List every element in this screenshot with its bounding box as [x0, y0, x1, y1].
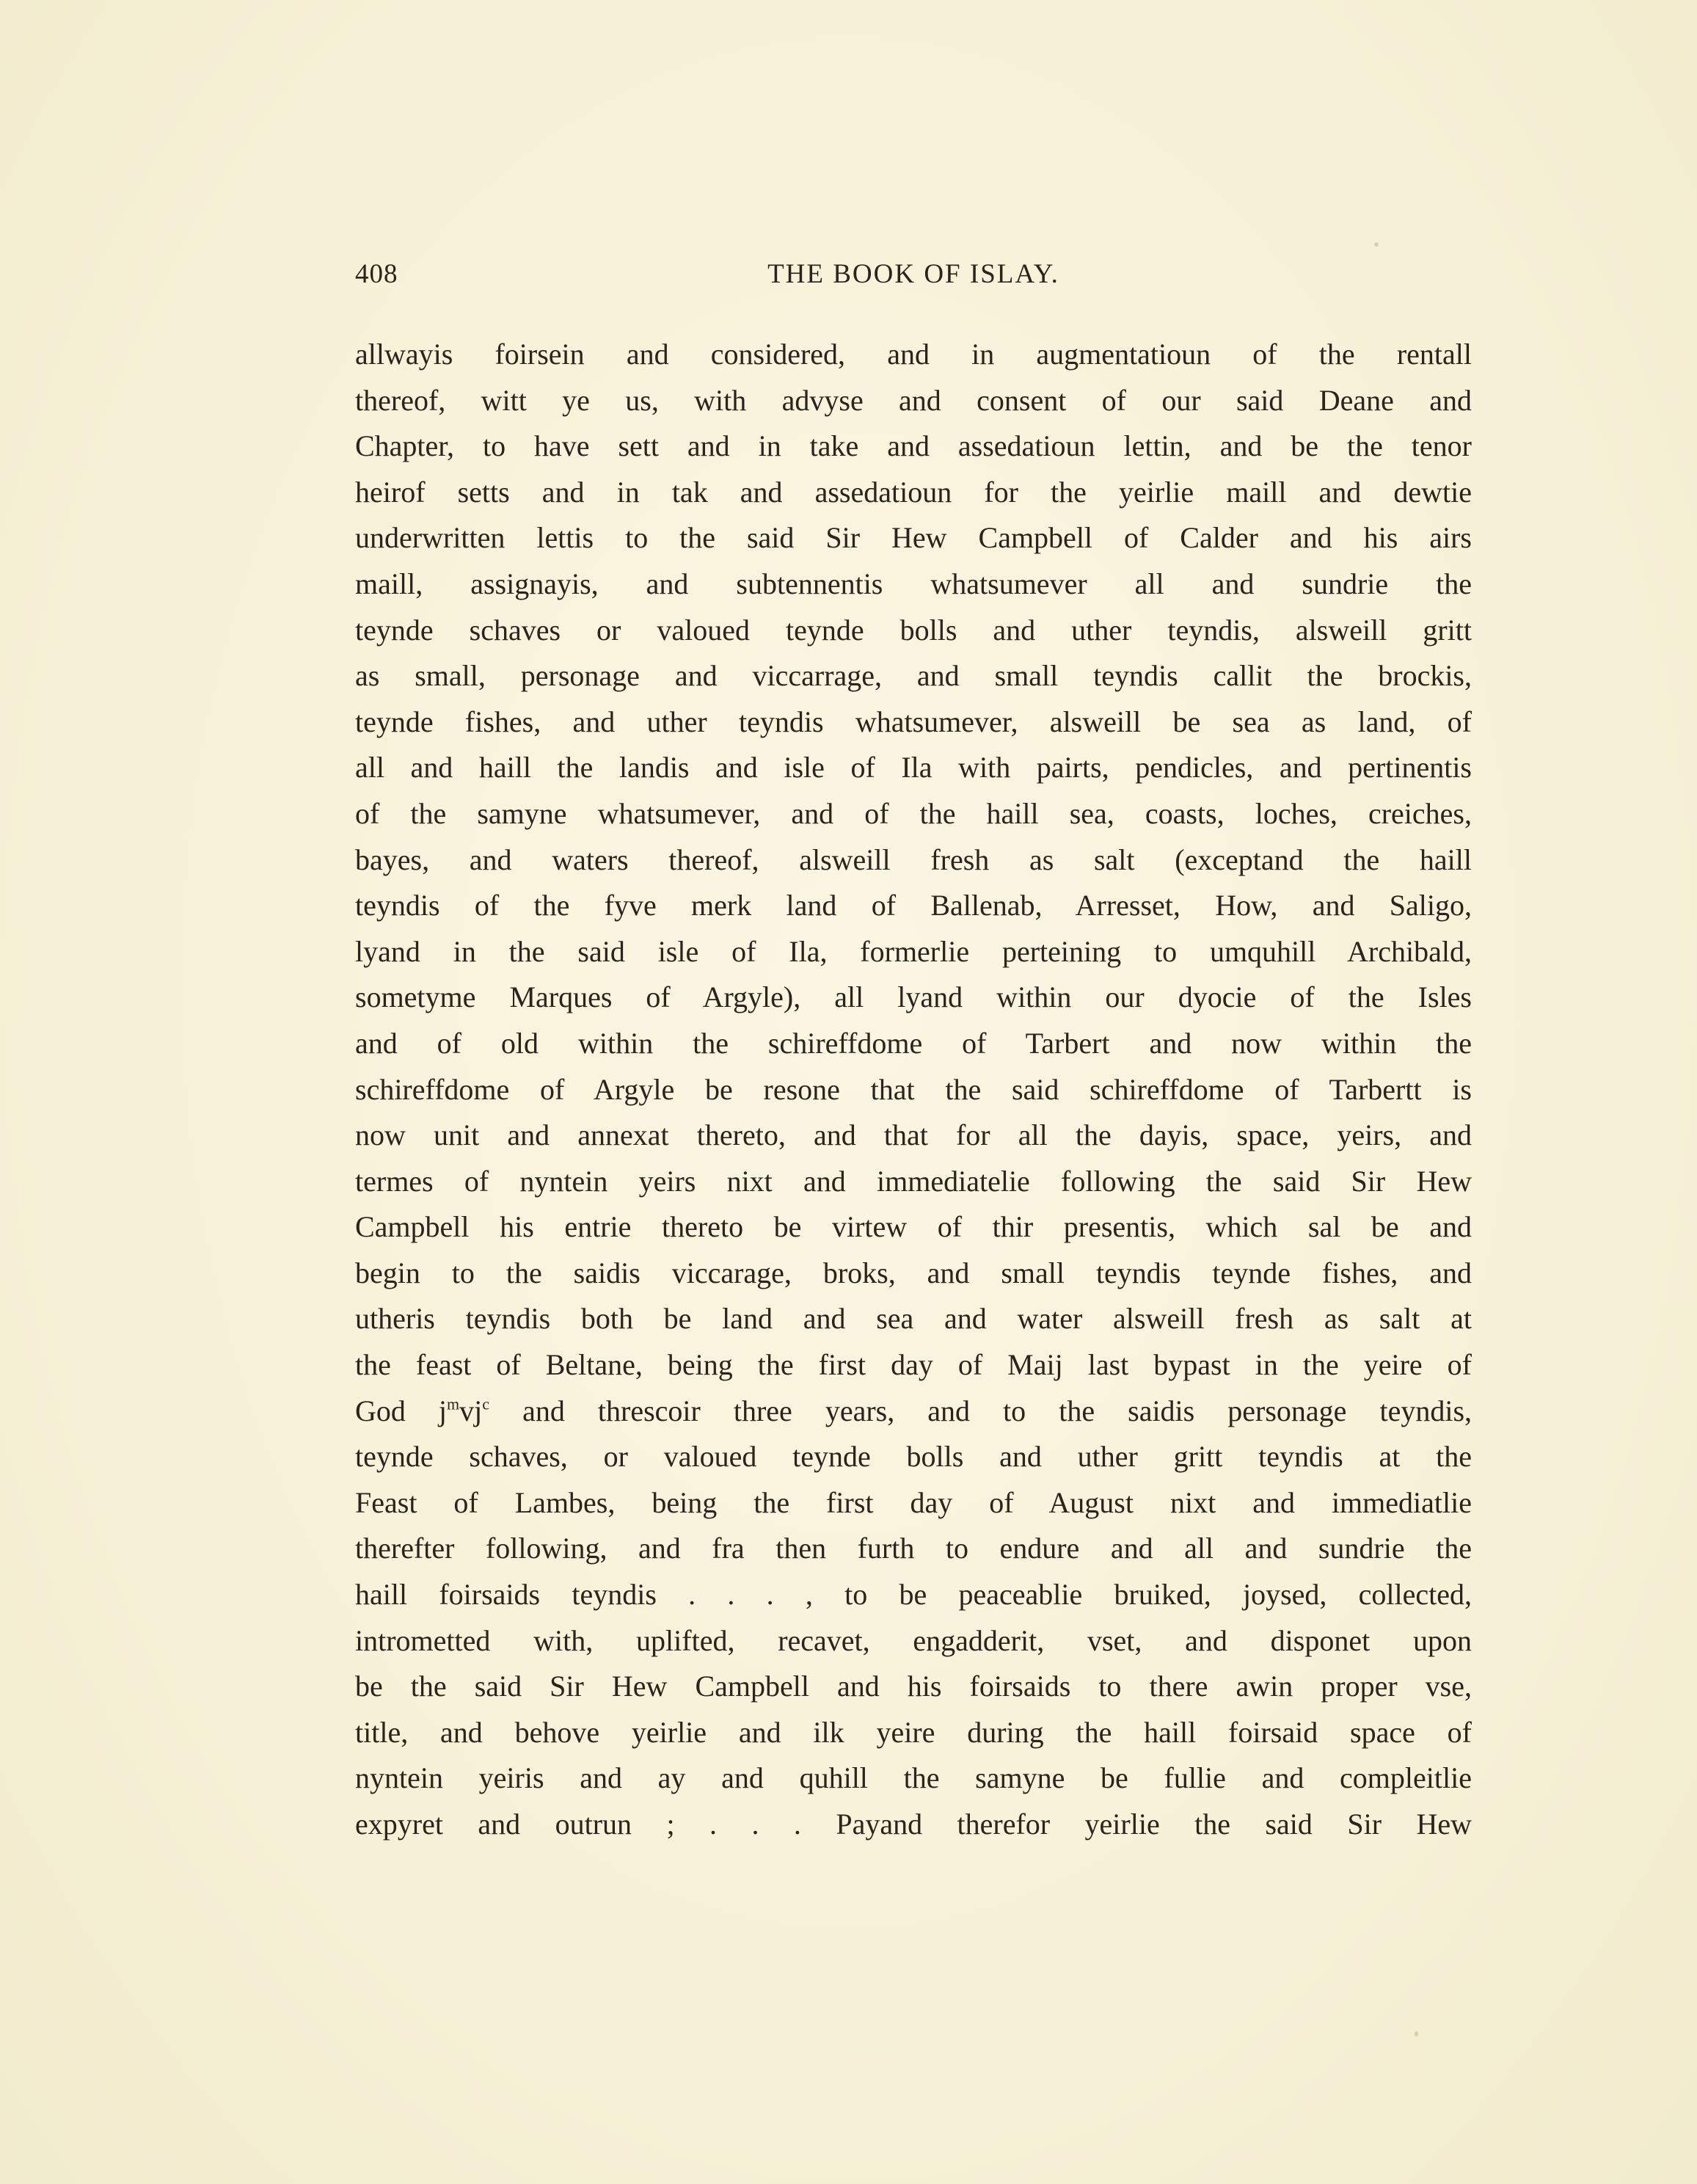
text-line: teynde fishes, and uther teyndis whatsumever, alsweill be sea as land, of	[355, 705, 1472, 738]
text-line: the feast of Beltane, being the first day of Maij last bypast in the yeire of	[355, 1348, 1472, 1382]
text-line: of the samyne whatsumever, and of the haill sea, coasts, loches, creiches,	[355, 796, 1472, 830]
text-line: therefter following, and fra then furth to endure and all and sundrie the	[355, 1532, 1472, 1565]
text-line: haill foirsaids teyndis . . . , to be peaceablie bruiked, joysed, collected,	[355, 1578, 1472, 1612]
text-line: Campbell his entrie thereto be virtew of thir presentis, which sal be and	[355, 1210, 1472, 1244]
text-line: be the said Sir Hew Campbell and his foirsaids to there awin proper vse,	[355, 1670, 1472, 1703]
text-line: maill, assignayis, and subtennentis whatsumever all and sundrie the	[355, 567, 1472, 600]
text-line: now unit and annexat thereto, and that for all the dayis, space, yeirs, and	[355, 1118, 1472, 1152]
text-line: expyret and outrun ; . . . Payand therefor yeirlie the said Sir Hew	[355, 1808, 1472, 1841]
text-line: title, and behove yeirlie and ilk yeire during the haill foirsaid space of	[355, 1715, 1472, 1749]
running-head	[355, 258, 1472, 295]
text-line: thereof, witt ye us, with advyse and consent of our said Deane and	[355, 383, 1472, 417]
text-line: Chapter, to have sett and in take and assedatioun lettin, and be the tenor	[355, 429, 1472, 463]
text-line: intrometted with, uplifted, recavet, engadderit, vset, and disponet upon	[355, 1623, 1472, 1657]
text-fragment: and threscoir three years, and to the saidis personage teyndis,	[489, 1394, 1472, 1427]
text-line: Feast of Lambes, being the first day of August nixt and immediatlie	[355, 1485, 1472, 1519]
text-line: begin to the saidis viccarage, broks, and small teyndis teynde fishes, and	[355, 1256, 1472, 1289]
text-line: teynde schaves, or valoued teynde bolls and uther gritt teyndis at the	[355, 1440, 1472, 1474]
text-line: allwayis foirsein and considered, and in augmentatioun of the rentall	[355, 338, 1472, 371]
superscript: m	[447, 1394, 460, 1413]
text-fragment: God j	[355, 1394, 448, 1427]
text-line: lyand in the said isle of Ila, formerlie perteining to umquhill Archibald,	[355, 934, 1472, 968]
text-line: teyndis of the fyve merk land of Ballenab, Arresset, How, and Saligo,	[355, 889, 1472, 922]
text-line: and of old within the schireffdome of Tarbert and now within the	[355, 1026, 1472, 1060]
paper-speck	[1374, 242, 1379, 247]
text-line: nyntein yeiris and ay and quhill the samyne be fullie and compleitlie	[355, 1761, 1472, 1795]
text-fragment: vj	[459, 1394, 483, 1427]
text-line	[355, 1388, 1472, 1435]
body-text	[355, 332, 1472, 1848]
text-line: bayes, and waters thereof, alsweill fresh as salt (exceptand the haill	[355, 842, 1472, 876]
text-line: teynde schaves or valoued teynde bolls and uther teyndis, alsweill gritt	[355, 613, 1472, 647]
text-line: heirof setts and in tak and assedatioun for the yeirlie maill and dewtie	[355, 475, 1472, 509]
text-line: termes of nyntein yeirs nixt and immediatelie following the said Sir Hew	[355, 1164, 1472, 1198]
text-line: all and haill the landis and isle of Ila with pairts, pendicles, and pertinentis	[355, 751, 1472, 785]
paper-speck	[1415, 2031, 1418, 2036]
text-line: sometyme Marques of Argyle), all lyand within our dyocie of the Isles	[355, 980, 1472, 1014]
text-line: underwritten lettis to the said Sir Hew Campbell of Calder and his airs	[355, 521, 1472, 555]
running-title: THE BOOK OF ISLAY.	[767, 259, 1059, 289]
page-number: 408	[355, 259, 398, 289]
text-line: as small, personage and viccarrage, and small teyndis callit the brockis,	[355, 659, 1472, 693]
text-line: utheris teyndis both be land and sea and water alsweill fresh as salt at	[355, 1302, 1472, 1336]
superscript: c	[482, 1394, 490, 1413]
text-line: schireffdome of Argyle be resone that the said schireffdome of Tarbertt is	[355, 1072, 1472, 1106]
